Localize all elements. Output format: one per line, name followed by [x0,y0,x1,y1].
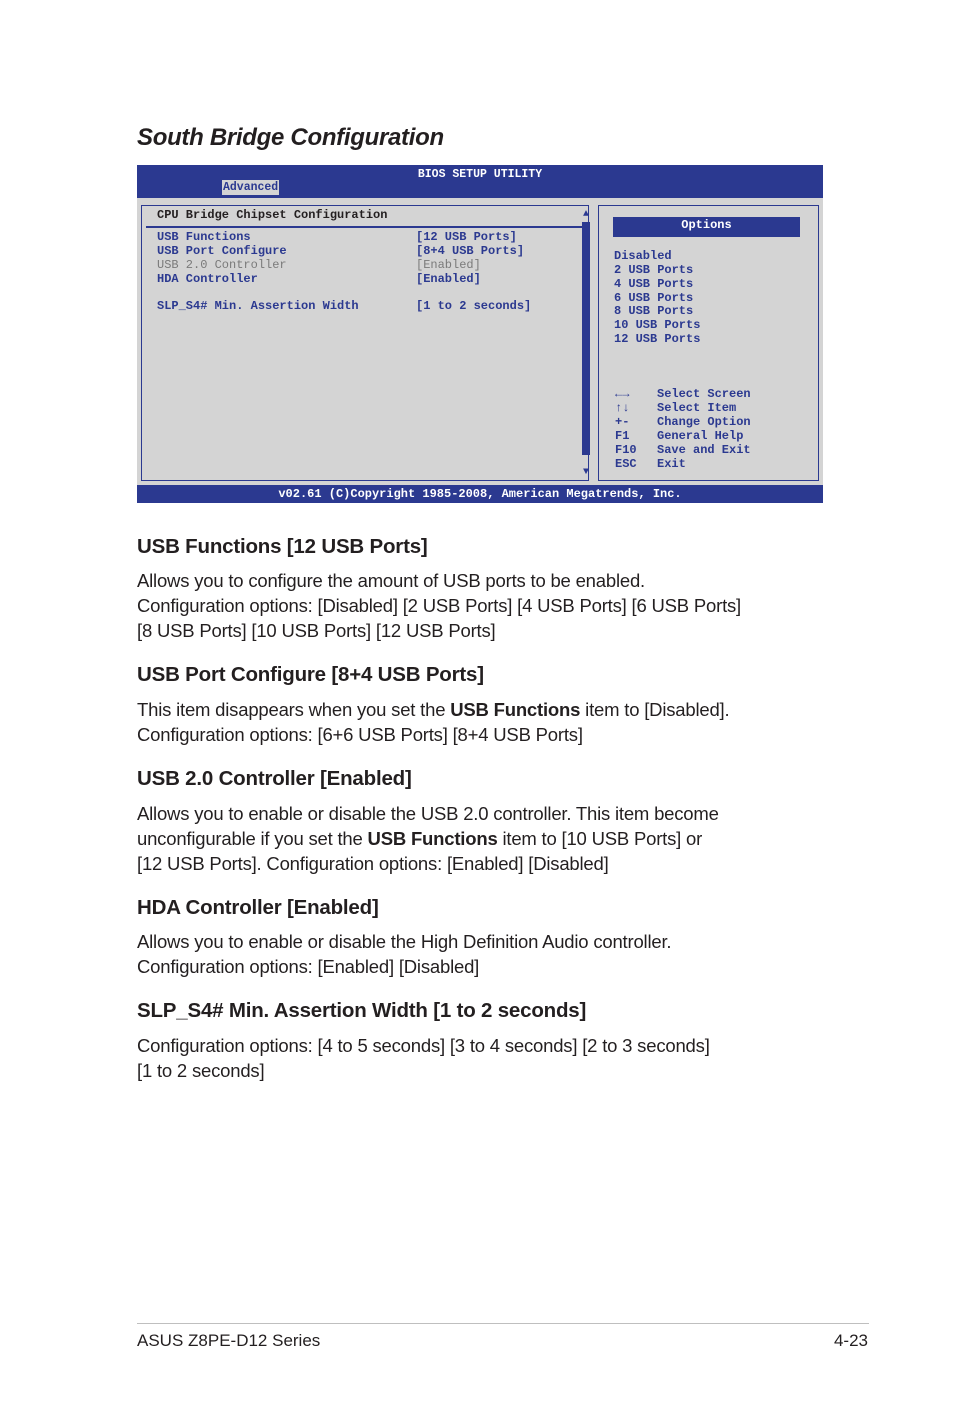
key-label: F1 [615,429,630,443]
option-item[interactable]: 12 USB Ports [614,332,701,346]
key-desc: Select Item [657,401,737,415]
bios-title: BIOS SETUP UTILITY [417,168,543,181]
setting-usb-port-configure[interactable] [157,244,525,258]
key-desc: Save and Exit [657,443,751,457]
key-label: ←→ [615,387,630,401]
key-hint-save-exit [615,443,751,457]
section-text: Configuration options: [Disabled] [2 USB Ports] [4 USB Ports] [6 USB Ports] [137,595,742,616]
section-text: Configuration options: [6+6 USB Ports] [8+4 USB Ports] [137,724,583,745]
section-text: Allows you to configure the amount of USB ports to be enabled. [137,570,645,591]
submenu-title: CPU Bridge Chipset Configuration [157,208,388,222]
key-desc: Change Option [657,415,751,429]
scroll-down-arrow-icon[interactable]: ▼ [582,467,589,478]
key-hint-exit [615,457,686,471]
key-desc: Select Screen [657,387,751,401]
section-text [137,697,729,722]
setting-value: [8+4 USB Ports] [416,244,525,258]
bios-settings-panel [141,205,589,481]
submenu-divider [146,226,582,228]
setting-label: SLP_S4# Min. Assertion Width [157,299,359,313]
setting-hda-controller[interactable] [157,272,481,286]
footer-product-name: ASUS Z8PE-D12 Series [137,1331,321,1350]
scrollbar[interactable] [581,210,591,478]
key-label: +- [615,415,630,429]
section-text: [8 USB Ports] [10 USB Ports] [12 USB Ports] [137,620,496,641]
section-heading-slp-s4: SLP_S4# Min. Assertion Width [1 to 2 seconds] [137,999,587,1022]
key-label: F10 [615,443,637,457]
section-heading-usb-2-controller: USB 2.0 Controller [Enabled] [137,767,412,790]
section-text: [12 USB Ports]. Configuration options: [Enabled] [Disabled] [137,853,609,874]
scrollbar-thumb[interactable] [582,222,590,455]
bios-screen [137,165,823,503]
setting-slp-s4-assertion-width[interactable] [157,299,532,313]
setting-value: [Enabled] [416,272,481,286]
bios-help-panel [598,205,819,481]
scroll-up-arrow-icon[interactable]: ▲ [582,209,589,220]
text-bold: USB Functions [367,828,498,849]
text-run: item to [Disabled]. [580,699,730,720]
key-label: ↑↓ [615,401,630,415]
bios-header-bar [137,165,823,198]
key-desc: General Help [657,429,744,443]
key-desc: Exit [657,457,686,471]
section-heading-hda-controller: HDA Controller [Enabled] [137,896,379,919]
options-header: Options [613,217,800,237]
setting-label: USB Port Configure [157,244,287,258]
text-bold: USB Functions [450,699,581,720]
option-item[interactable]: Disabled [614,249,672,263]
bios-copyright-bar: v02.61 (C)Copyright 1985-2008, American Megatrends, Inc. [137,485,823,503]
setting-label: HDA Controller [157,272,258,286]
setting-value: [12 USB Ports] [416,230,517,244]
section-text: Allows you to enable or disable the High Definition Audio controller. [137,931,672,952]
option-item[interactable]: 8 USB Ports [614,304,694,318]
setting-label: USB Functions [157,230,251,244]
footer-divider [137,1323,869,1324]
section-text: Allows you to enable or disable the USB 2.0 controller. This item become [137,803,719,824]
key-hint-change-option [615,415,751,429]
footer-page-number: 4-23 [833,1331,868,1350]
option-item[interactable]: 4 USB Ports [614,277,694,291]
section-text [137,826,702,851]
setting-usb-functions[interactable] [157,230,517,244]
tab-advanced[interactable]: Advanced [223,181,279,194]
key-hint-general-help [615,429,744,443]
option-item[interactable]: 10 USB Ports [614,318,701,332]
section-heading-usb-port-configure: USB Port Configure [8+4 USB Ports] [137,663,484,686]
section-heading-usb-functions: USB Functions [12 USB Ports] [137,535,428,558]
section-text: Configuration options: [4 to 5 seconds] [3 to 4 seconds] [2 to 3 seconds] [137,1035,710,1056]
section-text: [1 to 2 seconds] [137,1060,265,1081]
key-hint-select-screen [615,387,751,401]
setting-value: [Enabled] [416,258,481,272]
text-run: unconfigurable if you set the [137,828,368,849]
section-text: Configuration options: [Enabled] [Disabled] [137,956,480,977]
key-hint-select-item [615,401,737,415]
key-label: ESC [615,457,637,471]
setting-value: [1 to 2 seconds] [416,299,532,313]
setting-usb-2-controller [157,258,481,272]
option-item[interactable]: 2 USB Ports [614,263,694,277]
page-title: South Bridge Configuration [137,124,444,151]
setting-label: USB 2.0 Controller [157,258,287,272]
text-run: This item disappears when you set the [137,699,451,720]
option-item[interactable]: 6 USB Ports [614,291,694,305]
text-run: item to [10 USB Ports] or [497,828,703,849]
